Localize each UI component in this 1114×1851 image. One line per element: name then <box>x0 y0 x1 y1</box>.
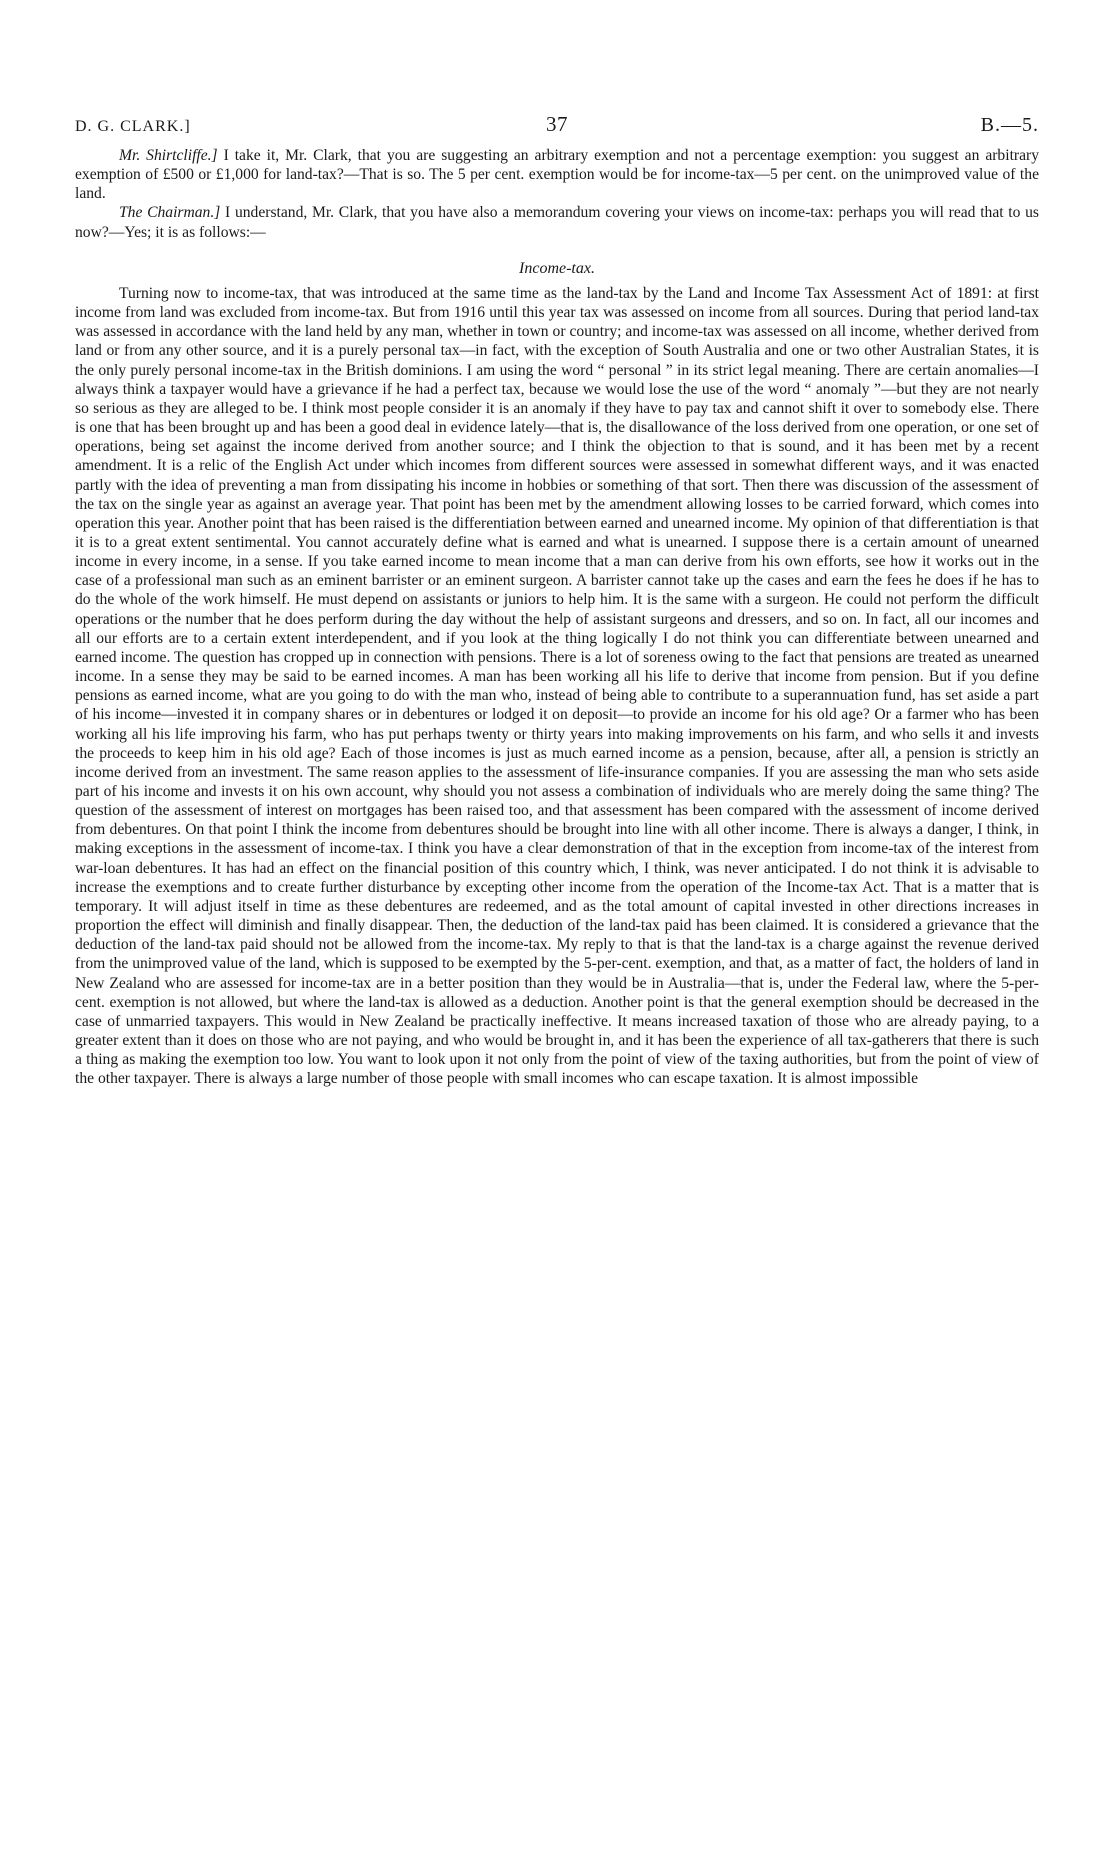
running-header <box>75 112 1039 146</box>
document-body <box>75 146 1039 1089</box>
speaker-name: The Chairman.] <box>119 204 221 222</box>
exchange-text: I take it, Mr. Clark, that you are suggesting an arbitrary exemption and not a percentage exemption: you suggest an arbitrary exemption of £500 or £1,000 for land-tax?—That is so. The 5 per cent. exemption would be for income-tax—5 per cent. on the unimproved value of the land. <box>75 147 1039 203</box>
speaker-name: Mr. Shirtcliffe.] <box>119 147 218 164</box>
exchange-paragraph-shirtcliffe <box>75 146 1039 203</box>
document-reference: B.—5. <box>980 114 1039 136</box>
section-heading: Income-tax. <box>519 259 595 277</box>
document-page <box>75 112 1039 1089</box>
header-witness-name: D. G. CLARK.] <box>75 118 191 135</box>
income-tax-paragraph: Turning now to income-tax, that was introduced at the same time as the land-tax by the Land and Income Tax Assessment Act of 1891: at first income from land was excluded from income-tax. But from 1916 until this year tax was assessed on income from all sources. During that period land-tax was assessed in accordance with the land held by any man, whether in town or country; and income-tax was assessed on all income, whether derived from land or from any other source, and it is a purely personal tax—in fact, with the exception of South Australia and one or two other Australian States, it is the only purely personal income-tax in the British dominions. I am using the word “ personal ” in its strict legal meaning. There are certain anomalies—I always think a taxpayer would have a grievance if he had a perfect tax, because we would lose the use of the word “ anomaly ”—but they are not nearly so serious as they are alleged to be. I think most people consider it is an anomaly if they have to pay tax and cannot shift it over to somebody else. There is one that has been brought up and has been a good deal in evidence lately—that is, the disallowance of the loss derived from one operation, or one set of operations, being set against the income derived from another source; and I think the objection to that is sound, and it has been met by a recent amendment. It is a relic of the English Act under which incomes from different sources were assessed in somewhat different ways, and it was enacted partly with the idea of preventing a man from dissipating his income in hobbies or something of that sort. Then there was discussion of the assessment of the tax on the single year as against an average year. That point has been met by the amendment allowing losses to be carried forward, which comes into operation this year. Another point that has been raised is the differentiation between earned and unearned income. My opinion of that differentiation is that it is to a great extent sentimental. You cannot accurately define what is earned and what is unearned. I suppose there is a certain amount of unearned income in every income, in a sense. If you take earned income to mean income that a man can derive from his own efforts, see how it works out in the case of a professional man such as an eminent barrister or an eminent surgeon. A barrister cannot take up the cases and earn the fees he does if he has to do the whole of the work himself. He must depend on assistants or juniors to help him. It is the same with a surgeon. He could not perform the difficult operations or the number that he does perform during the day without the help of assistant surgeons and dressers, and so on. In fact, all our incomes and all our efforts are to a certain extent interdependent, and if you look at the thing logically I do not think you can differentiate between unearned and earned income. The question has cropped up in connection with pensions. There is a lot of soreness owing to the fact that pensions are treated as unearned income. In a sense they may be said to be earned incomes. A man has been working all his life to derive that income from pension. But if you define pensions as earned income, what are you going to do with the man who, instead of being able to contribute to a superannuation fund, has set aside a part of his income—invested it in company shares or in debentures or lodged it on deposit—to provide an income for his old age? Or a farmer who has been working all his life improving his farm, who has put perhaps twenty or thirty years into making improvements on his farm, and who sells it and invests the proceeds to keep him in his old age? Each of those incomes is just as much earned income as a pension, because, after all, a pension is strictly an income derived from an investment. The same reason applies to the assessment of life-insurance companies. If you are assessing the man who sets aside part of his income and invests it on his own account, why should you not assess a combination of individuals who are merely doing the same thing? The question of the assessment of interest on mortgages has been raised too, and that assessment has been compared with the assessment of income derived from debentures. On that point I think the income from debentures should be brought into line with all other income. There is always a danger, I think, in making exceptions in the assessment of income-tax. I think you have a clear demonstration of that in the exception from income-tax of the interest from war-loan debentures. It has had an effect on the financial position of this country which, I think, was never anticipated. I do not think it is advisable to increase the exemptions and to create further disturbance by excepting other income from the operation of the Income-tax Act. That is a matter that is temporary. It will adjust itself in time as these debentures are redeemed, and as the total amount of capital invested in other directions increases in proportion the effect will diminish and finally disappear. Then, the deduction of the land-tax paid has been claimed. It is considered a grievance that the deduction of the land-tax paid should not be allowed from the income-tax. My reply to that is that the land-tax is a charge against the revenue derived from the unimproved value of the land, which is supposed to be exempted by the 5-per-cent. exemption, and that, as a matter of fact, the holders of land in New Zealand who are assessed for income-tax are in a better position than they would be in Australia—that is, under the Federal law, where the 5-per-cent. exemption is not allowed, but where the land-tax is allowed as a deduction. Another point is that the general exemption should be decreased in the case of unmarried taxpayers. This would in New Zealand be practically ineffective. It means increased taxation of those who are already paying, to a greater extent than it does on those who are not paying, and who would be brought in, and it has been the experience of all tax-gatherers that there is such a thing as making the exemption too low. You want to look upon it not only from the point of view of the taxing authorities, but from the point of view of the other taxpayer. There is always a large number of those people with small incomes who can escape taxation. It is almost impossible <box>75 284 1039 1088</box>
page-number: 37 <box>546 112 568 136</box>
exchange-text: I understand, Mr. Clark, that you have also a memorandum covering your views on income-tax: perhaps you will read that to us now?—Yes; it is as follows:— <box>75 204 1039 241</box>
exchange-paragraph-chairman <box>75 203 1039 241</box>
